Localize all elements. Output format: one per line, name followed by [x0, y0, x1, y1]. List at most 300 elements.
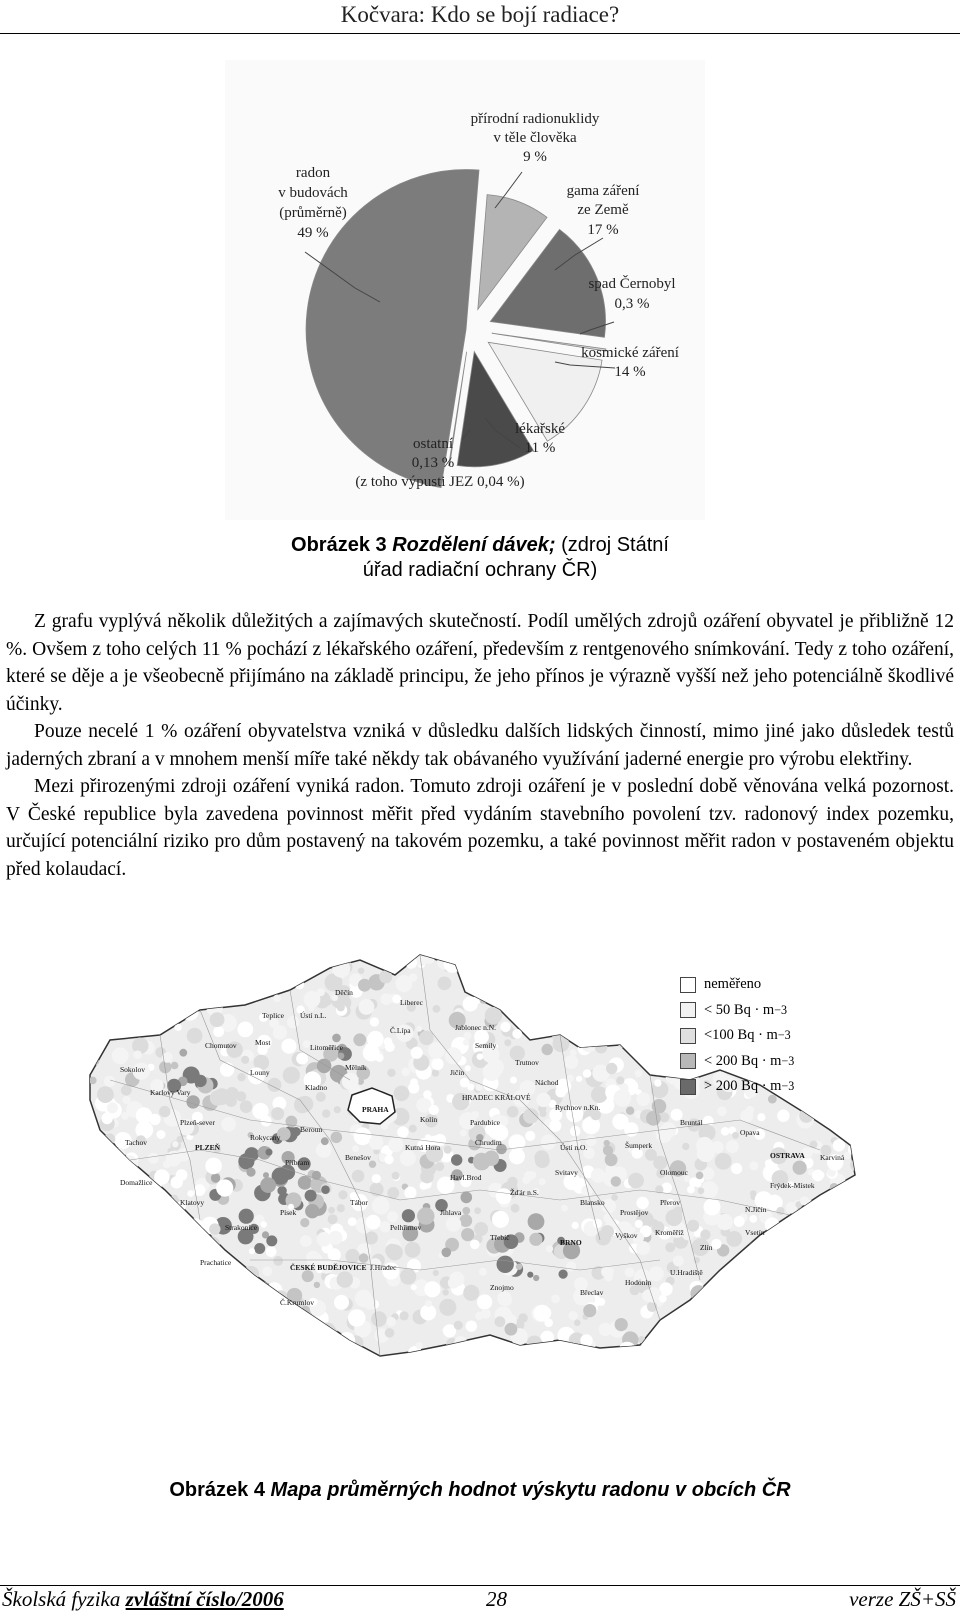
- map-patch: [722, 1307, 737, 1322]
- map-patch: [800, 953, 815, 968]
- map-patch: [192, 999, 199, 1006]
- map-patch: [582, 1022, 596, 1036]
- legend-label: < 200 Bq · m: [704, 1052, 782, 1069]
- map-patch: [229, 975, 240, 986]
- map-patch: [553, 1014, 567, 1028]
- map-patch: [416, 1342, 423, 1349]
- map-patch: [605, 1153, 618, 1166]
- map-patch: [719, 1338, 736, 1355]
- map-patch: [146, 1002, 154, 1010]
- map-patch: [444, 1146, 452, 1154]
- legend-unit-exponent: −3: [781, 1053, 795, 1068]
- legend-swatch: [680, 1028, 696, 1044]
- map-patch: [748, 1242, 762, 1256]
- map-patch: [541, 1135, 556, 1150]
- map-patch: [411, 1047, 423, 1059]
- map-patch: [266, 1282, 282, 1298]
- map-patch: [174, 1221, 187, 1234]
- map-patch: [820, 1239, 832, 1251]
- map-patch: [354, 1127, 372, 1145]
- map-patch: [240, 1100, 253, 1113]
- map-patch: [334, 1106, 341, 1113]
- map-patch: [372, 1174, 381, 1183]
- map-patch: [375, 1054, 383, 1062]
- map-patch: [626, 1107, 634, 1115]
- map-patch: [810, 953, 816, 959]
- map-patch: [720, 1322, 727, 1329]
- map-patch: [337, 1271, 353, 1287]
- map-patch: [283, 967, 299, 983]
- map-patch: [462, 1207, 470, 1215]
- map-patch: [202, 1351, 213, 1362]
- city-label: Vyškov: [615, 1231, 638, 1240]
- map-patch: [795, 1275, 802, 1282]
- map-patch: [492, 1211, 509, 1228]
- map-patch: [825, 1324, 838, 1337]
- label-ostatni-3: (z toho výpusti JEZ 0,04 %): [355, 474, 525, 490]
- map-patch: [659, 1295, 667, 1303]
- map-patch: [393, 953, 400, 960]
- map-patch: [516, 1264, 522, 1270]
- map-patch: [732, 953, 743, 964]
- map-patch: [125, 1254, 142, 1271]
- map-patch: [698, 1188, 705, 1195]
- map-patch: [89, 1077, 97, 1085]
- map-patch: [400, 1150, 416, 1166]
- map-patch: [331, 1132, 343, 1144]
- map-patch: [135, 956, 143, 964]
- map-patch: [463, 996, 478, 1011]
- map-patch: [787, 1279, 801, 1293]
- map-patch: [334, 1295, 349, 1310]
- map-patch: [694, 1324, 702, 1332]
- map-patch: [804, 966, 812, 974]
- city-label: Mělník: [345, 1063, 367, 1072]
- map-patch: [540, 1110, 547, 1117]
- map-patch: [100, 1251, 115, 1266]
- paragraph-2: Pouze necelé 1 % ozáření obyvatelstva vzniká v důsledku dalších lidských činností, mimo jiné jako důsledek testů jaderných zbraní a v mnohem menší míře také někdy tak obávaného využívání jaderné energie pro výrobu elektřiny.: [6, 721, 954, 770]
- map-patch: [282, 1327, 296, 1341]
- map-patch: [527, 1272, 533, 1278]
- map-patch: [87, 1039, 99, 1051]
- map-patch: [93, 950, 105, 962]
- map-patch: [95, 1281, 104, 1290]
- map-patch: [853, 1200, 866, 1213]
- map-patch: [410, 1078, 418, 1086]
- map-patch: [750, 1309, 766, 1325]
- map-patch: [595, 1041, 607, 1053]
- map-patch: [388, 1137, 403, 1152]
- map-patch: [119, 1299, 130, 1310]
- map-patch: [446, 1347, 463, 1364]
- map-patch: [105, 1339, 114, 1348]
- map-patch: [583, 1069, 592, 1078]
- map-patch: [288, 1349, 295, 1356]
- map-patch: [721, 1127, 730, 1136]
- legend-label: <100 Bq · m: [704, 1027, 778, 1044]
- map-patch: [807, 1318, 818, 1329]
- map-patch: [248, 963, 260, 975]
- map-patch: [849, 1276, 864, 1291]
- map-patch: [358, 979, 371, 992]
- map-patch: [252, 1103, 268, 1119]
- map-patch: [667, 988, 675, 996]
- map-patch: [259, 1323, 269, 1333]
- map-patch: [164, 1280, 173, 1289]
- map-patch: [840, 1279, 849, 1288]
- label-radon-2: v budovách: [278, 185, 348, 201]
- paragraph-1: Z grafu vyplývá několik důležitých a zajímavých skutečností. Podíl umělých zdrojů ozáření obyvatel je přibližně 12 %. Ovšem z toho celých 11 % pochází z lékařského ozáření, především z rentgenového snímkování. Tedy z toho ozáření, které se děje a je všeobecně přijímáno na základě principu, že jeho přínos je výrazně vyšší než jeho potenciálně škodlivé účinky.: [6, 611, 954, 715]
- map-patch: [138, 1302, 153, 1317]
- map-patch: [141, 1265, 152, 1276]
- map-patch: [166, 1343, 179, 1356]
- map-patch: [813, 982, 821, 990]
- map-patch: [404, 1187, 416, 1199]
- map-patch: [566, 953, 577, 964]
- map-patch: [385, 1328, 395, 1338]
- map-patch: [652, 1339, 660, 1347]
- map-patch: [205, 1158, 222, 1175]
- map-patch: [367, 1031, 384, 1048]
- map-patch: [385, 1042, 395, 1052]
- map-patch: [549, 1120, 561, 1132]
- map-patch: [189, 1283, 205, 1299]
- map-patch: [402, 1209, 415, 1222]
- map-patch: [94, 1144, 101, 1151]
- map-patch: [108, 1002, 120, 1014]
- map-patch: [793, 1291, 800, 1298]
- map-patch: [409, 1125, 417, 1133]
- map-patch: [405, 957, 417, 969]
- map-patch: [139, 1340, 155, 1356]
- map-patch: [614, 1089, 632, 1107]
- city-label: HRADEC KRÁLOVÉ: [462, 1093, 531, 1102]
- map-patch: [104, 1158, 122, 1176]
- map-patch: [111, 1249, 126, 1264]
- map-patch: [626, 996, 633, 1003]
- map-patch: [479, 1268, 487, 1276]
- map-patch: [746, 1106, 754, 1114]
- map-patch: [208, 1300, 220, 1312]
- map-patch: [372, 1197, 390, 1215]
- map-patch: [817, 1171, 825, 1179]
- map-patch: [219, 1319, 235, 1335]
- map-patch: [619, 964, 633, 978]
- map-patch: [666, 1209, 683, 1226]
- map-patch: [338, 1053, 345, 1060]
- map-patch: [638, 1027, 652, 1041]
- legend-unit-exponent: −3: [777, 1028, 791, 1043]
- map-patch: [177, 1277, 195, 1295]
- map-patch: [833, 1139, 845, 1151]
- city-label: Děčín: [335, 988, 353, 997]
- map-patch: [536, 1093, 550, 1107]
- map-patch: [843, 991, 859, 1007]
- map-patch: [402, 1068, 411, 1077]
- map-patch: [149, 1187, 163, 1201]
- map-patch: [135, 984, 146, 995]
- map-patch: [635, 1070, 643, 1078]
- map-patch: [169, 1217, 184, 1232]
- map-patch: [88, 1287, 100, 1299]
- map-patch: [321, 1185, 330, 1194]
- map-patch: [392, 1172, 400, 1180]
- running-header: Kočvara: Kdo se bojí radiace?: [340, 2, 620, 27]
- map-patch: [561, 1205, 568, 1212]
- map-patch: [216, 957, 231, 972]
- map-patch: [586, 954, 593, 961]
- map-patch: [328, 1207, 335, 1214]
- city-label: Rokycany: [250, 1133, 281, 1142]
- map-patch: [211, 1302, 218, 1309]
- map-patch: [777, 1110, 789, 1122]
- map-patch: [573, 1008, 580, 1015]
- map-patch: [273, 995, 281, 1003]
- legend-swatch: [680, 977, 696, 993]
- city-label: ČESKÉ BUDĚJOVICE: [290, 1263, 367, 1272]
- map-patch: [445, 1047, 462, 1064]
- map-patch: [214, 1301, 222, 1309]
- map-patch: [510, 1077, 517, 1084]
- city-label: Ústí n.L.: [300, 1011, 327, 1020]
- map-patch: [553, 1035, 570, 1052]
- map-patch: [839, 1193, 847, 1201]
- map-patch: [104, 1076, 115, 1087]
- map-patch: [290, 1343, 304, 1357]
- map-patch: [665, 1243, 675, 1253]
- map-patch: [210, 1012, 225, 1027]
- map-patch: [387, 1244, 403, 1260]
- map-patch: [273, 1256, 283, 1266]
- map-patch: [717, 1340, 728, 1351]
- map-patch: [511, 961, 521, 971]
- map-patch: [529, 1016, 547, 1034]
- map-patch: [652, 1062, 666, 1076]
- map-patch: [812, 1089, 826, 1103]
- map-patch: [652, 967, 670, 985]
- map-patch: [266, 1235, 277, 1246]
- map-patch: [578, 956, 588, 966]
- paragraph-3: Mezi přirozenými zdroji ozáření vyniká radon. Tomuto zdroji ozáření je v poslední době věnována velká pozornost. V České republice byla zavedena povinnost měřit před vydáním stavebního povolení tzv. radonový index pozemku, určující potenciální riziko pro dům postavený na takovém pozemku, a také povinnost měřit radon v postaveném objektu před kolaudací.: [6, 776, 954, 880]
- map-patch: [796, 1314, 813, 1331]
- map-patch: [776, 1330, 788, 1342]
- map-patch: [809, 1014, 820, 1025]
- map-patch: [171, 1324, 177, 1330]
- map-patch: [122, 1215, 136, 1229]
- map-patch: [647, 982, 663, 998]
- map-patch: [646, 1287, 662, 1303]
- map-patch: [170, 1000, 179, 1009]
- map-patch: [324, 1326, 337, 1339]
- map-patch: [252, 969, 263, 980]
- map-patch: [324, 998, 331, 1005]
- map-patch: [503, 1347, 512, 1356]
- legend-item: [680, 1049, 794, 1075]
- city-label: Olomouc: [660, 1168, 688, 1177]
- map-patch: [554, 977, 563, 986]
- map-patch: [549, 955, 564, 970]
- map-patch: [322, 1109, 330, 1117]
- map-patch: [348, 1309, 366, 1327]
- map-patch: [592, 973, 606, 987]
- map-patch: [264, 984, 272, 992]
- map-patch: [636, 1241, 650, 1255]
- figure3-caption-title: Rozdělení dávek;: [392, 534, 556, 556]
- map-patch: [616, 1076, 624, 1084]
- map-patch: [122, 1206, 129, 1213]
- map-patch: [505, 1323, 518, 1336]
- city-label: PRAHA: [362, 1105, 389, 1114]
- map-patch: [149, 1214, 167, 1232]
- map-patch: [740, 1312, 753, 1325]
- city-label: Náchod: [535, 1078, 559, 1087]
- map-patch: [454, 1321, 463, 1330]
- map-patch: [332, 1034, 341, 1043]
- city-label: Bruntál: [680, 1118, 703, 1127]
- map-patch: [381, 1123, 388, 1130]
- label-radon-1: radon: [295, 165, 331, 181]
- map-patch: [460, 1130, 467, 1137]
- map-patch: [122, 1293, 139, 1310]
- map-patch: [238, 1330, 254, 1346]
- map-patch: [670, 1323, 687, 1340]
- map-patch: [794, 1043, 809, 1058]
- city-label: Zlín: [700, 1243, 713, 1252]
- map-patch: [629, 1002, 640, 1013]
- map-patch: [134, 1246, 141, 1253]
- city-label: Kolín: [420, 1115, 438, 1124]
- map-patch: [650, 1025, 661, 1036]
- map-patch: [266, 1149, 273, 1156]
- map-patch: [528, 1213, 545, 1230]
- map-patch: [828, 1245, 843, 1260]
- map-patch: [87, 1165, 101, 1179]
- map-patch: [819, 1030, 830, 1041]
- map-patch: [749, 1215, 757, 1223]
- map-patch: [785, 1274, 795, 1284]
- map-patch: [276, 949, 294, 967]
- map-legend: [680, 972, 794, 1100]
- map-patch: [236, 1283, 251, 1298]
- map-patch: [433, 1005, 441, 1013]
- map-patch: [212, 1314, 221, 1323]
- map-patch: [379, 970, 392, 983]
- map-patch: [825, 1338, 838, 1351]
- map-patch: [187, 1268, 202, 1283]
- map-patch: [257, 1330, 265, 1338]
- city-label: Přerov: [660, 1198, 680, 1207]
- city-label: Kutná Hora: [405, 1143, 441, 1152]
- map-patch: [619, 1342, 637, 1360]
- map-patch: [593, 1219, 602, 1228]
- map-patch: [283, 1067, 300, 1084]
- map-patch: [338, 1190, 347, 1199]
- map-patch: [154, 1169, 169, 1184]
- legend-swatch: [680, 1053, 696, 1069]
- map-patch: [821, 1290, 832, 1301]
- map-patch: [820, 1334, 834, 1348]
- footer-rule: [0, 1585, 960, 1586]
- map-patch: [461, 1228, 474, 1241]
- label-radon-4: 49 %: [297, 225, 329, 241]
- map-patch: [246, 1168, 255, 1177]
- figure3-caption-label: Obrázek 3: [291, 534, 387, 556]
- city-label: Chomutov: [205, 1041, 237, 1050]
- map-patch: [776, 1207, 784, 1215]
- label-gama-3: 17 %: [587, 222, 619, 238]
- map-patch: [153, 1006, 160, 1013]
- map-patch: [308, 1323, 317, 1332]
- map-patch: [804, 1264, 818, 1278]
- map-patch: [501, 1295, 512, 1306]
- map-patch: [287, 1016, 299, 1028]
- map-patch: [628, 1173, 644, 1189]
- map-patch: [88, 1308, 97, 1317]
- map-patch: [654, 1050, 669, 1065]
- map-patch: [359, 999, 375, 1015]
- map-patch: [691, 1285, 707, 1301]
- map-patch: [96, 996, 110, 1010]
- map-patch: [843, 952, 853, 962]
- legend-label: > 200 Bq · m: [704, 1078, 782, 1095]
- map-patch: [308, 1339, 326, 1357]
- map-patch: [732, 1132, 739, 1139]
- map-patch: [99, 1008, 112, 1021]
- map-patch: [546, 1024, 558, 1036]
- map-patch: [477, 1053, 484, 1060]
- map-patch: [416, 1026, 422, 1032]
- map-patch: [346, 1249, 360, 1263]
- map-patch: [197, 1277, 211, 1291]
- map-patch: [483, 1063, 501, 1081]
- map-patch: [88, 1201, 99, 1212]
- map-patch: [600, 994, 607, 1001]
- map-patch: [746, 1331, 756, 1341]
- city-label: Strakonice: [225, 1223, 258, 1232]
- map-patch: [128, 1302, 142, 1316]
- map-patch: [696, 1172, 704, 1180]
- map-patch: [397, 1127, 408, 1138]
- map-patch: [184, 1229, 194, 1239]
- map-patch: [187, 1190, 194, 1197]
- map-patch: [784, 1293, 794, 1303]
- map-patch: [535, 952, 551, 968]
- map-patch: [696, 1300, 703, 1307]
- legend-item: [680, 1074, 794, 1100]
- map-patch: [783, 1283, 793, 1293]
- map-patch: [808, 1278, 815, 1285]
- map-patch: [577, 969, 586, 978]
- city-label: Svitavy: [555, 1168, 578, 1177]
- map-patch: [666, 1031, 674, 1039]
- map-patch: [87, 1042, 100, 1055]
- map-patch: [799, 1240, 811, 1252]
- map-patch: [599, 953, 608, 962]
- map-patch: [465, 1065, 471, 1071]
- map-patch: [795, 1280, 804, 1289]
- map-patch: [442, 1289, 448, 1295]
- map-patch: [442, 1248, 452, 1258]
- map-patch: [432, 1069, 439, 1076]
- map-patch: [708, 1329, 720, 1341]
- map-patch: [302, 1331, 311, 1340]
- map-patch: [662, 1183, 673, 1194]
- footer-journal: [2, 1587, 284, 1612]
- map-patch: [784, 1262, 795, 1273]
- map-patch: [353, 1033, 366, 1046]
- map-patch: [140, 1263, 158, 1281]
- map-patch: [166, 1201, 173, 1208]
